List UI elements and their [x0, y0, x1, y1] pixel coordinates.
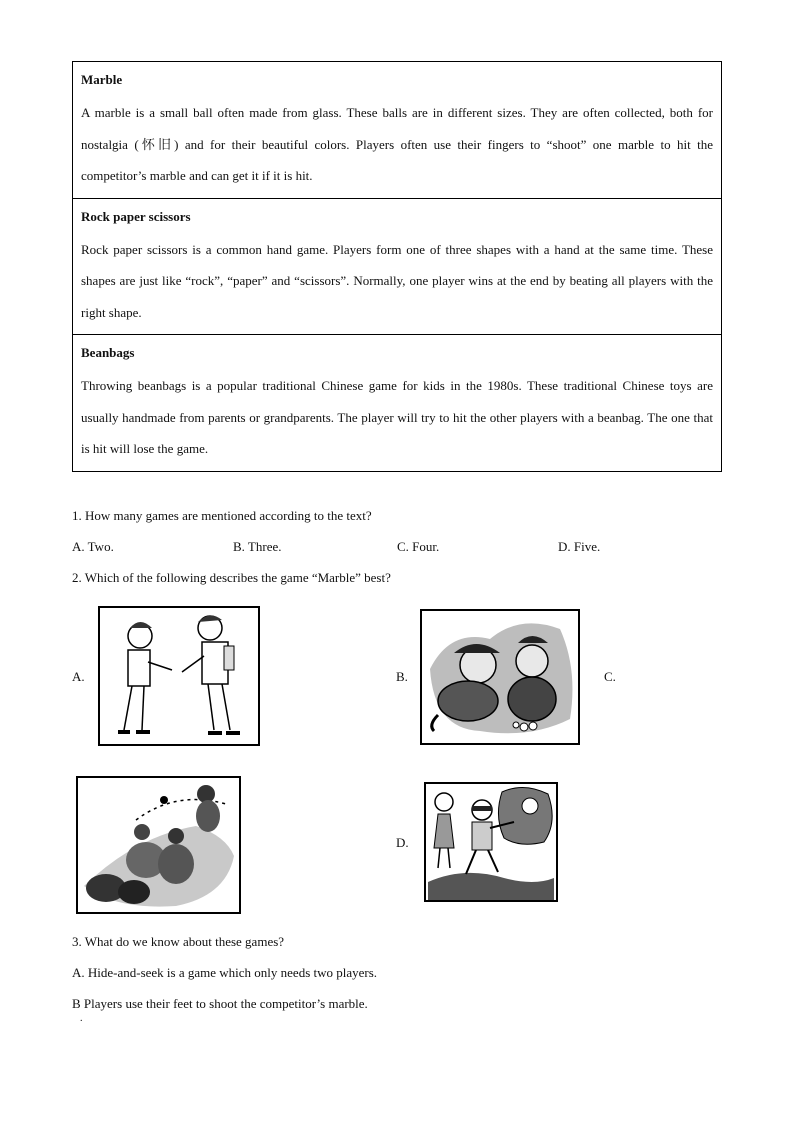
question-3-stem: 3. What do we know about these games?	[72, 934, 285, 949]
two-boys-shaking-hands-illustration	[98, 606, 260, 746]
q3-option-b[interactable]: B Players use their feet to shoot the competitor’s marble.	[72, 996, 368, 1011]
q1-option-a[interactable]: A. Two.	[72, 539, 114, 554]
q2-option-a-label[interactable]: A.	[72, 669, 85, 684]
game-title: Rock paper scissors	[81, 208, 191, 224]
game-description: A marble is a small ball often made from glass. These balls are in different sizes. They are often collected, both for nostalgia (怀旧) and for their beautiful colors. Players often use their fingers to “shoot” one marble to hit the competitor’s marble and can get it if it is hit.	[81, 105, 713, 183]
q2-option-b-image[interactable]	[420, 609, 580, 745]
question-2-stem: 2. Which of the following describes the game “Marble” best?	[72, 570, 391, 585]
q3-option-a[interactable]: A. Hide-and-seek is a game which only needs two players.	[72, 965, 378, 980]
q2-option-c-image[interactable]	[76, 776, 241, 914]
q2-option-d-image[interactable]	[424, 782, 558, 902]
q2-option-d-label[interactable]: D.	[396, 835, 409, 850]
kids-playing-marbles-illustration	[420, 609, 580, 745]
game-title: Beanbags	[81, 345, 135, 360]
kids-throwing-beanbags-illustration	[76, 776, 241, 914]
kids-playing-hide-and-seek-illustration	[424, 782, 558, 902]
q1-option-d[interactable]: D. Five.	[558, 539, 601, 554]
question-1-stem: 1. How many games are mentioned according to the text?	[72, 508, 372, 523]
q2-option-c-label[interactable]: C.	[604, 669, 616, 684]
q2-option-b-label[interactable]: B.	[396, 669, 408, 684]
games-info-table	[72, 61, 722, 472]
game-row-rock-paper-scissors	[73, 198, 722, 335]
q2-option-a-image[interactable]	[98, 606, 260, 746]
game-description: Throwing beanbags is a popular traditional Chinese game for kids in the 1980s. These traditional Chinese toys are usually handmade from parents or grandparents. The player will try to hit the other players with a beanbag. The one that is hit will lose the game.	[81, 378, 713, 456]
game-row-beanbags	[73, 335, 722, 472]
game-description: Rock paper scissors is a common hand game. Players form one of three shapes with a hand at the same time. These shapes are just like “rock”, “paper” and “scissors”. Normally, one player wins at the end by beating all players with the right shape.	[81, 241, 713, 320]
q1-option-c[interactable]: C. Four.	[397, 539, 440, 554]
game-title: Marble	[81, 72, 123, 87]
q1-option-b[interactable]: B. Three.	[233, 539, 282, 554]
game-row-marble	[73, 62, 722, 199]
stray-mark: .	[80, 1013, 83, 1024]
